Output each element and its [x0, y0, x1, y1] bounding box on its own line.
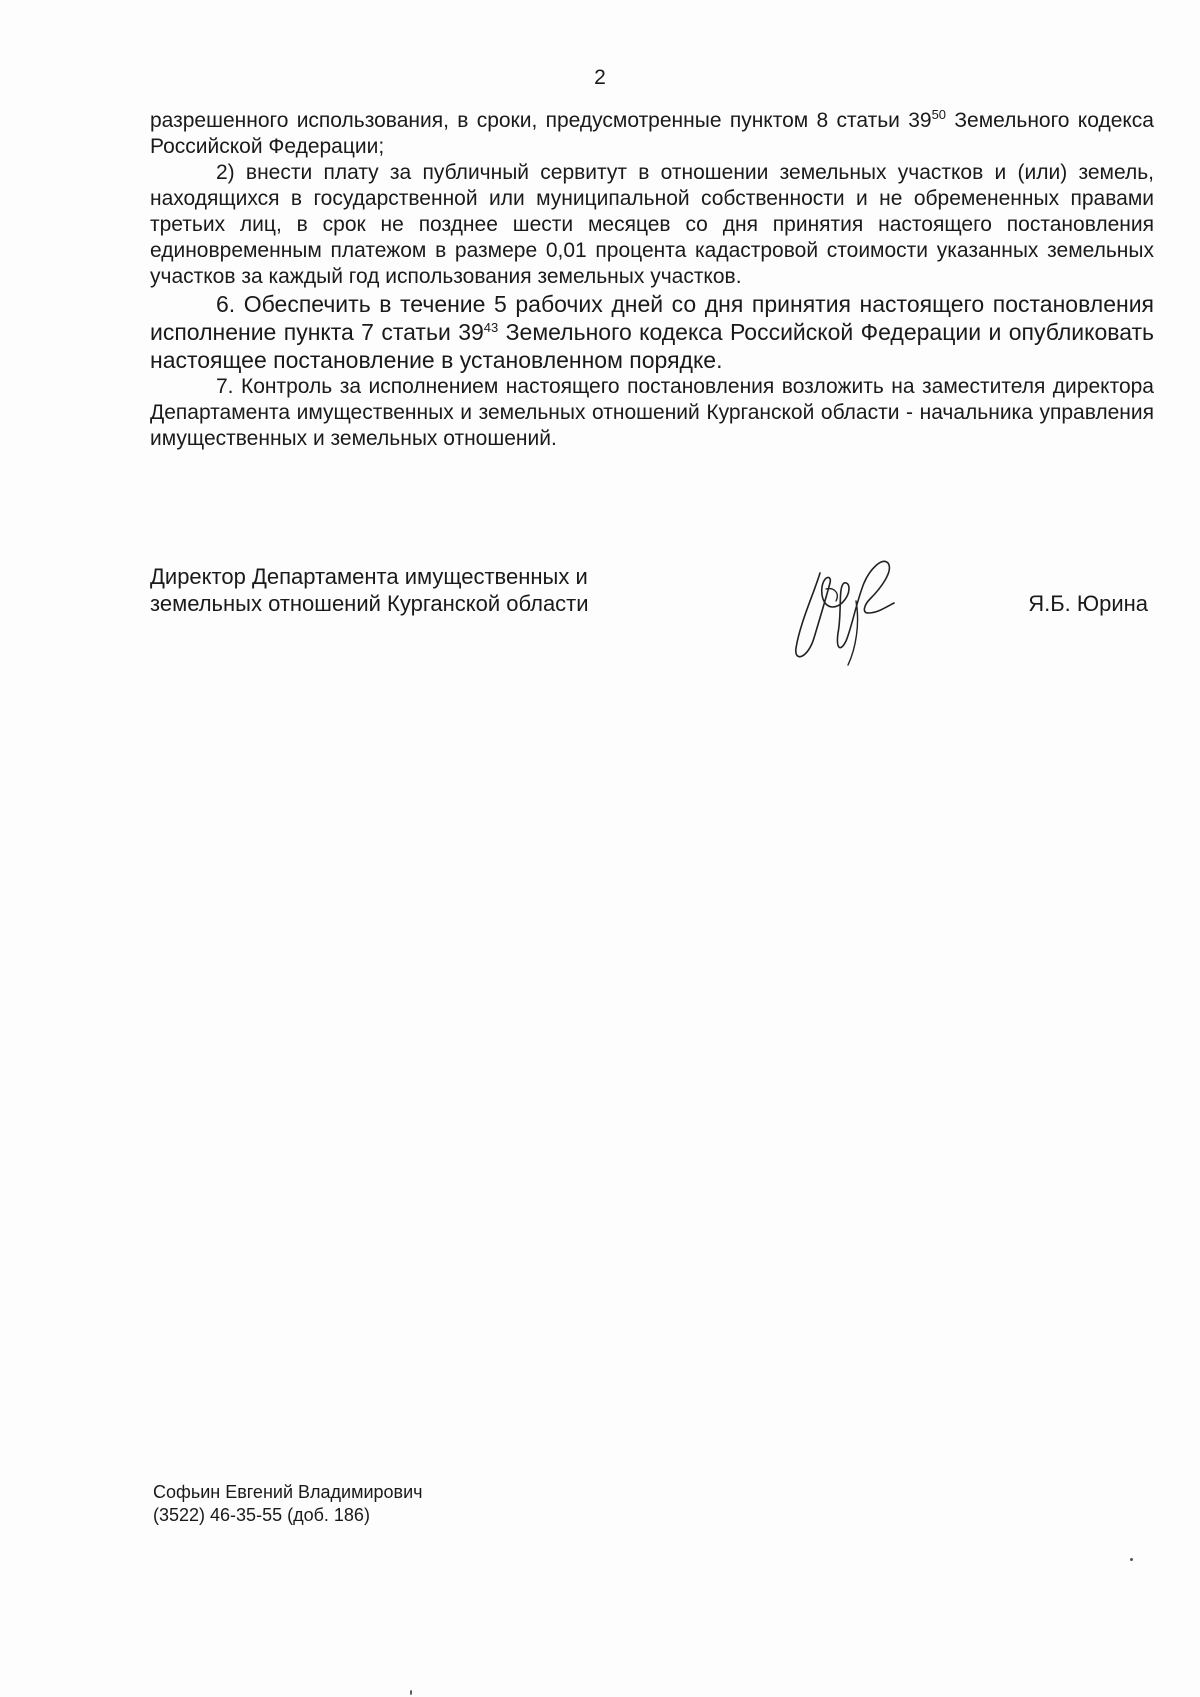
document-body	[150, 108, 1154, 452]
signatory-name: Я.Б. Юрина	[1028, 591, 1148, 616]
paragraph-continuation: разрешенного использования, в сроки, предусмотренные пунктом 8 статьи $39^{50}$ Земельного кодекса Российской Федерации;	[150, 107, 1154, 158]
signatory-title: Директор Департамента имущественных и земельных отношений Курганской области	[150, 564, 589, 616]
scan-speck	[410, 1690, 412, 1695]
paragraph-item-6: 6. Обеспечить в течение 5 рабочих дней со дня принятия настоящего постановления исполнение пункта 7 статьи $39^{43}$ Земельного кодекса Российской Федерации и опубликовать настоящее постановление в установленном порядке.	[150, 291, 1155, 373]
executor-phone: (3522) 46-35-55 (доб. 186)	[153, 1505, 370, 1525]
page-number: 2	[594, 66, 606, 89]
paragraph-item-2: 2) внести плату за публичный сервитут в отношении земельных участков и (или) земель, находящихся в государственной или муниципальной собственности и не обремененных правами третьих лиц, в срок не позднее шести месяцев со дня принятия настоящего постановления единовременным платежом в размере 0,01 процента кадастровой стоимости указанных земельных участков за каждый год использования земельных участков.	[150, 161, 1154, 288]
signature-block	[150, 563, 1154, 673]
handwritten-signature	[790, 553, 920, 673]
paragraph-item-7: 7. Контроль за исполнением настоящего постановления возложить на заместителя директора Департамента имущественных и земельных отношений Курганской области - начальника управления имущественных и земельных отношений.	[150, 375, 1154, 450]
executor-info	[153, 1481, 423, 1527]
executor-name: Софьин Евгений Владимирович	[153, 1482, 423, 1502]
scan-speck	[1130, 1558, 1133, 1561]
